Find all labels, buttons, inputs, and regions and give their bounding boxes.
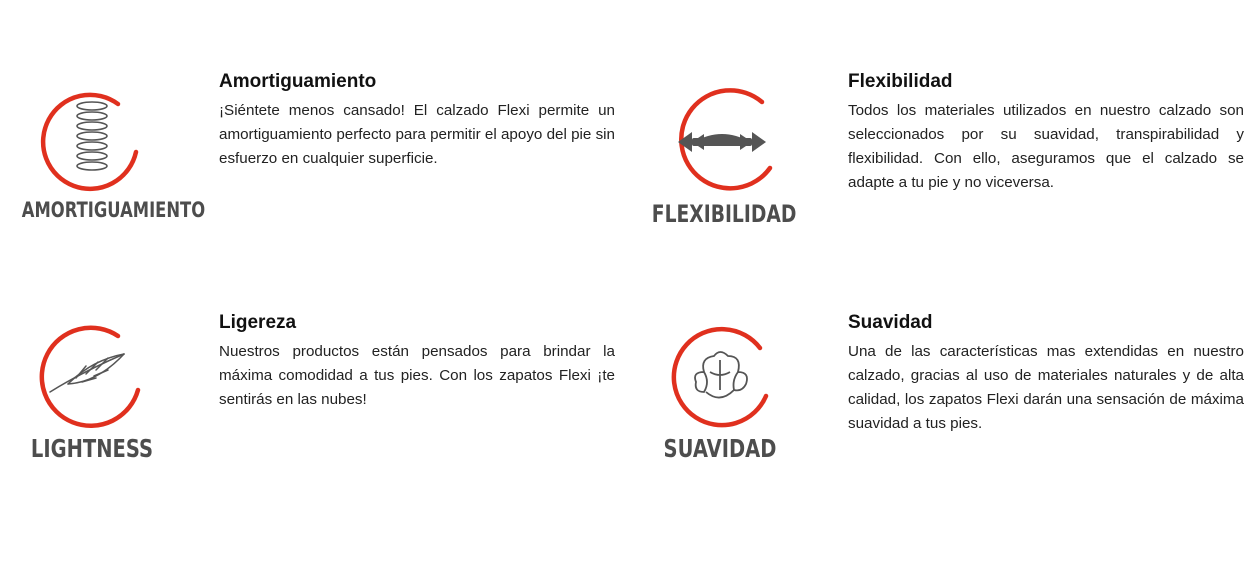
spring-icon: [2, 78, 182, 198]
suavidad-caption: SUAVIDAD: [663, 434, 777, 463]
suavidad-description: Una de las características mas extendidas en nuestro calzado, gracias al uso de materiales naturales y de alta calidad, los zapatos Flexi darán una sensación de máxima suavidad a tus pies.: [848, 343, 1244, 432]
cotton-icon: [630, 320, 810, 440]
double-arrow-icon: [632, 80, 812, 200]
amortiguamiento-title: Amortiguamiento: [219, 71, 377, 92]
suavidad-title: Suavidad: [848, 312, 933, 333]
suavidad-badge: [630, 320, 810, 520]
flexibilidad-title: Flexibilidad: [848, 71, 953, 92]
flexibilidad-description: Todos los materiales utilizados en nuestro calzado son seleccionados por su suavidad, transpirabilidad y flexibilidad. Con ello, aseguramos que el calzado se adapte a tu pie y no viceversa.: [848, 102, 1244, 191]
flexibilidad-caption: FLEXIBILIDAD: [651, 200, 797, 228]
amortiguamiento-badge: [2, 78, 206, 278]
feather-icon: [2, 320, 182, 440]
amortiguamiento-description: ¡Siéntete menos cansado! El calzado Flexi permite un amortiguamiento perfecto para permitir el apoyo del pie sin esfuerzo en cualquier superficie.: [219, 102, 615, 167]
ligereza-badge: [2, 320, 182, 520]
ligereza-caption: LIGHTNESS: [30, 434, 154, 463]
ligereza-description: Nuestros productos están pensados para brindar la máxima comodidad a tus pies. Con los zapatos Flexi ¡te sentirás en las nubes!: [219, 343, 615, 408]
flexibilidad-badge: [632, 80, 812, 280]
amortiguamiento-caption: AMORTIGUAMIENTO: [21, 198, 206, 222]
ligereza-title: Ligereza: [219, 312, 297, 333]
